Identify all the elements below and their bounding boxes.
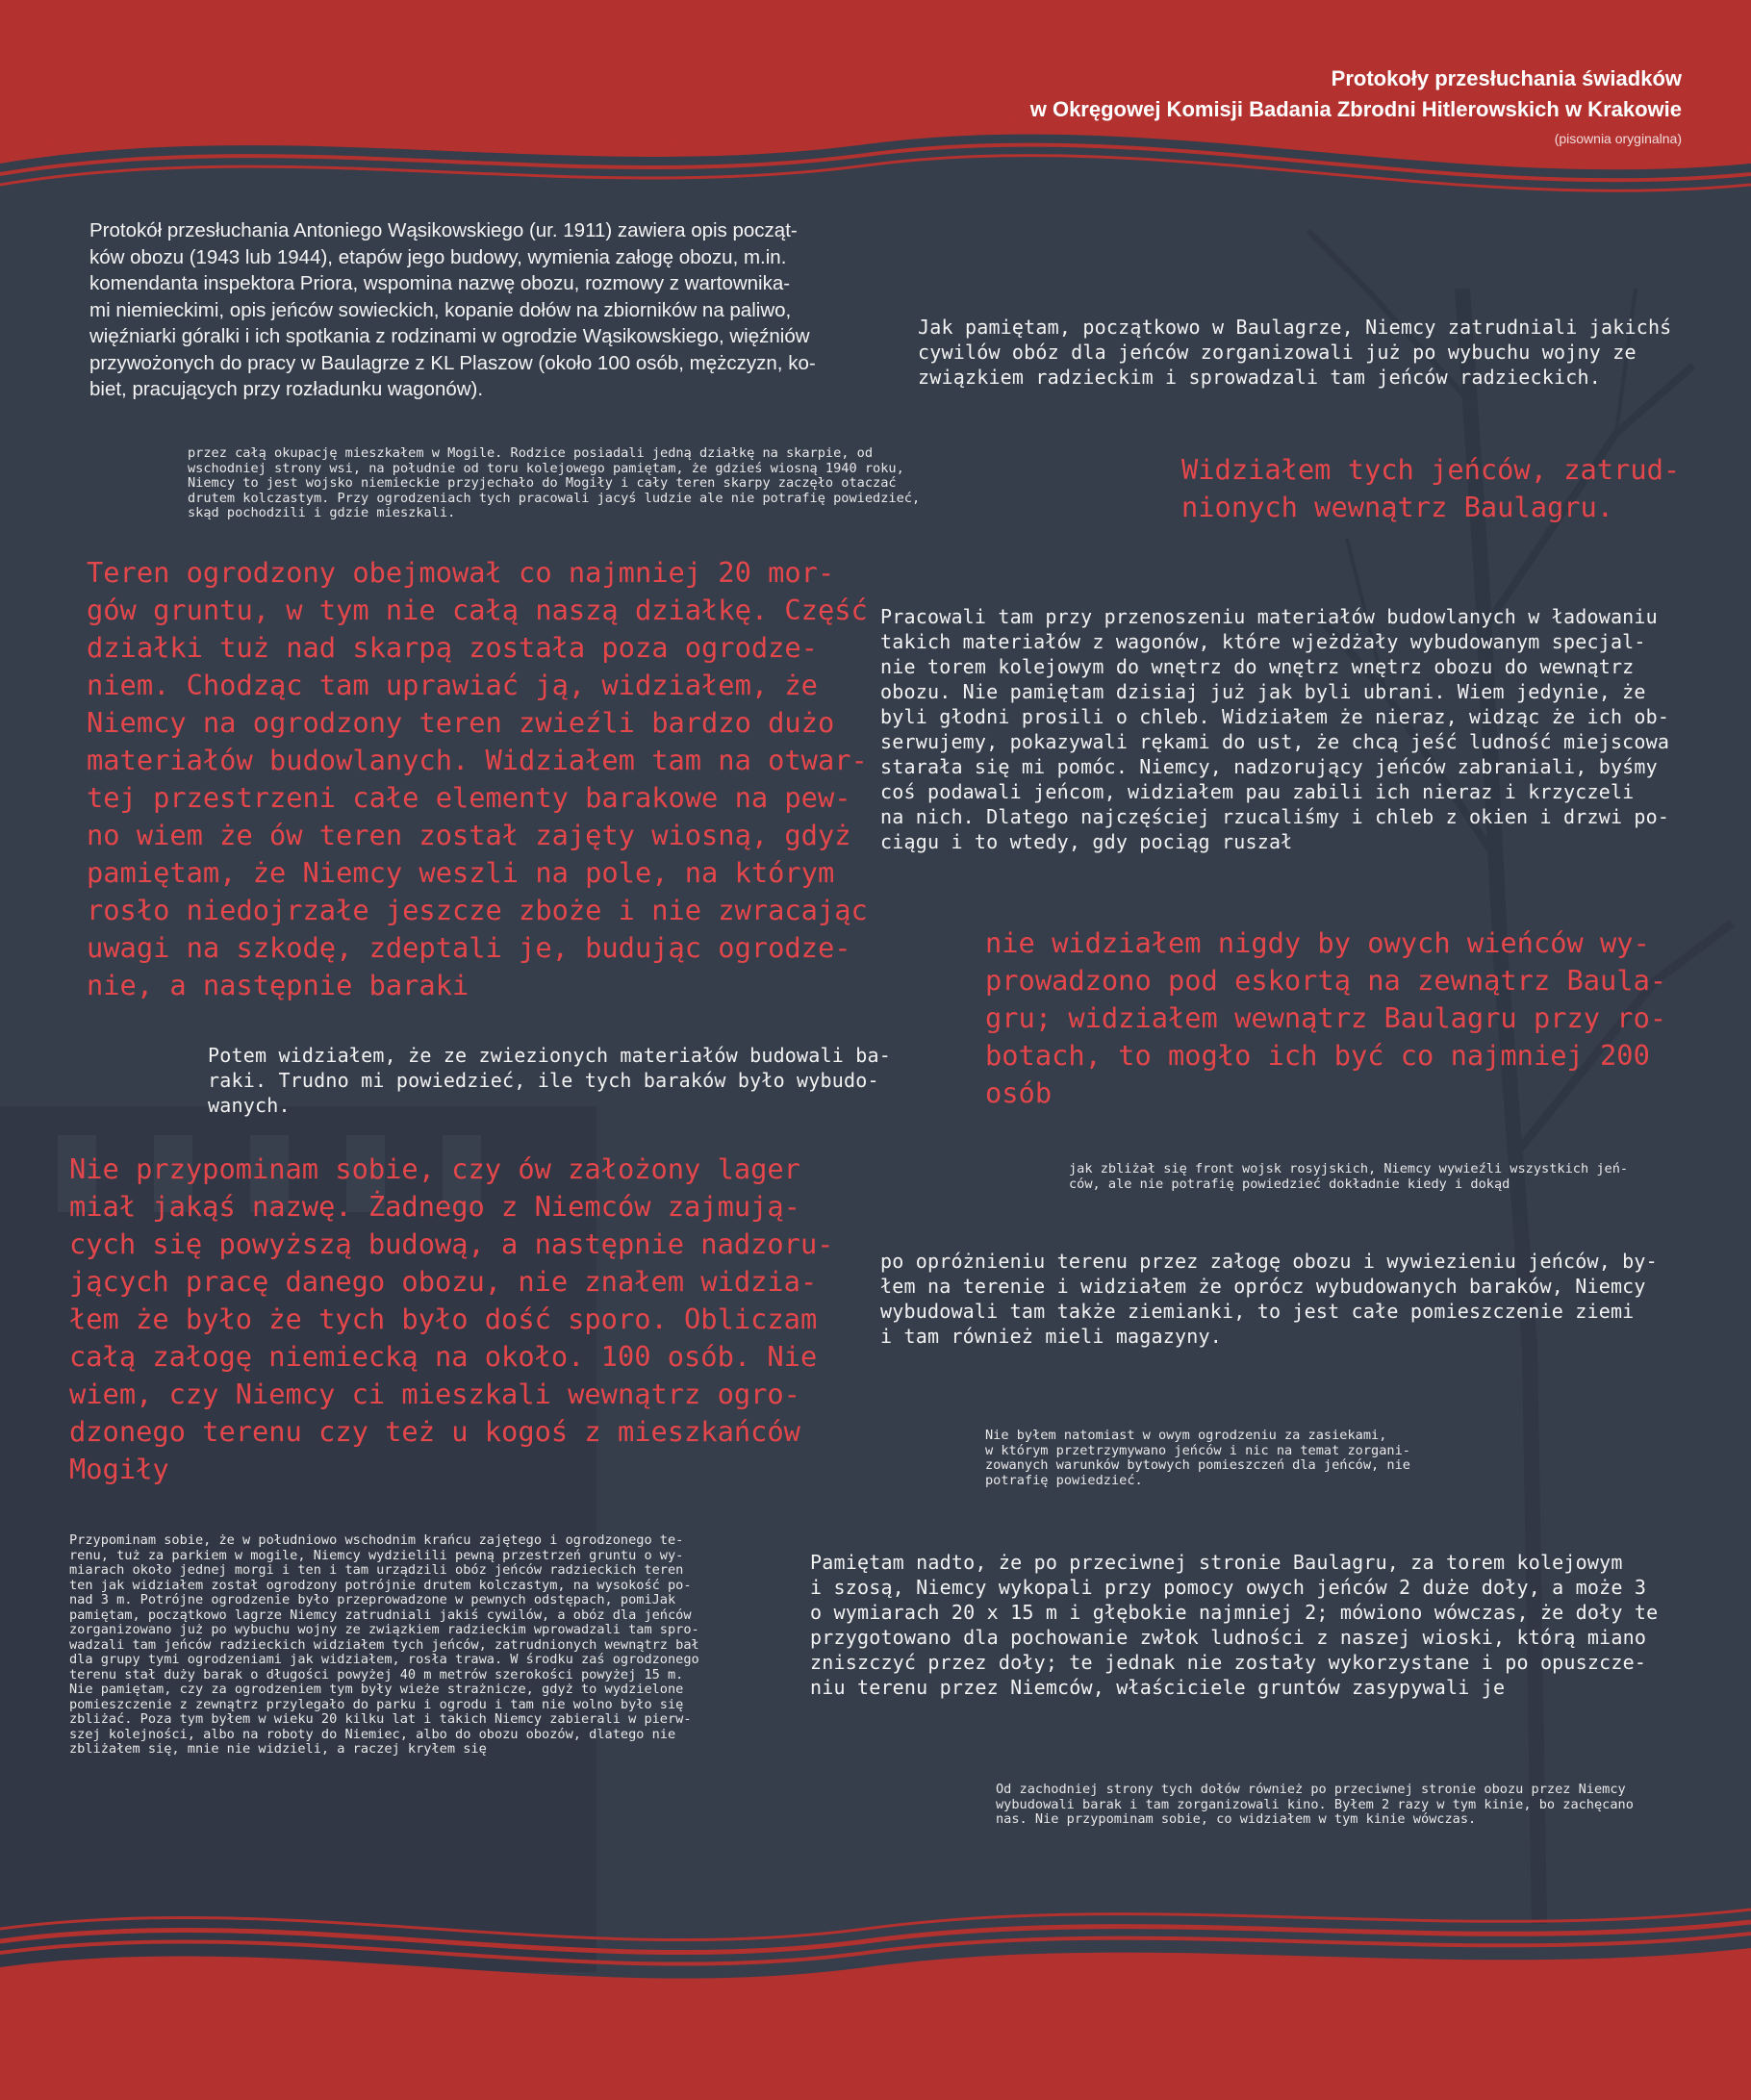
- testimony-quote-9: Nie przypominam sobie, czy ów założony lager miał jakąś nazwę. Żadnego z Niemców zajmują- cych się powyższą budową, a następnie nadzoru- jących pracę danego obozu, nie znałem widzia- łem że było że tych było dość sporo. Obliczam całą załogę niemiecką na około. 100 osób. Nie wiem, czy Niemcy ci mieszkali wewnątrz ogro- dzonego terenu czy też u kogoś z mieszkańców Mogiły: [69, 1152, 834, 1485]
- header-title-line1: Protokoły przesłuchania świadków: [1331, 66, 1682, 90]
- footer-band: [0, 1948, 1751, 2100]
- testimony-fragment-10: po opróżnieniu terenu przez załogę obozu i wywiezieniu jeńców, by- łem na terenie i widziałem że oprócz wybudowanych baraków, Niemcy wybudowali tam także ziemianki, to jest całe pomieszczenie ziemi i tam również mieli magazyny.: [880, 1250, 1658, 1348]
- testimony-fragment-14: Od zachodniej strony tych dołów również po przeciwnej stronie obozu przez Niemcy wybudowali barak i tam zorganizowali kino. Byłem 2 razy w tym kinie, bo zachęcano nas. Nie przypominam sobie, co widziałem w tym kinie wówczas.: [996, 1782, 1634, 1827]
- intro-paragraph: Protokół przesłuchania Antoniego Wąsikowskiego (ur. 1911) zawiera opis począt- ków obozu (1943 lub 1944), etapów jego budowy, wymienia załogę obozu, m.in. komendanta inspektora Priora, wspomina nazwę obozu, rozmowy z wartownika- mi niemieckimi, opis jeńców sowieckich, kopanie dołów na zbiorników na paliwo, więźniarki góralki i ich spotkania z rodzinami w ogrodzie Wąsikowskiego, więźniów przywożonych do pracy w Baulagrze z KL Plaszow (około 100 osób, mężczyzn, ko- biet, pracujących przy rozładunku wagonów).: [89, 219, 816, 400]
- testimony-fragment-1: Jak pamiętam, początkowo w Baulagrze, Niemcy zatrudniali jakichś cywilów obóz dla jeńców zorganizowali już po wybuchu wojny ze związkiem radzieckim i sprowadzali tam jeńców radzieckich.: [918, 316, 1672, 389]
- header-note: (pisownia oryginalna): [1554, 131, 1682, 146]
- testimony-fragment-7: Potem widziałem, że ze zwiezionych materiałów budowali ba- raki. Trudno mi powiedzieć, ile tych baraków było wybudo- wanych.: [208, 1044, 891, 1117]
- testimony-quote-3: Widziałem tych jeńców, zatrud- nionych wewnątrz Baulagru.: [1181, 453, 1681, 523]
- testimony-quote-4: Teren ogrodzony obejmował co najmniej 20 mor- gów gruntu, w tym nie całą naszą działkę. Część działki tuż nad skarpą została poza ogrodze- niem. Chodząc tam uprawiać ją, widziałem, że Niemcy na ogrodzony teren zwieźli bardzo dużo materiałów budowlanych. Widziałem tam na otwar- tej przestrzeni całe elementy barakowe na pew- no wiem że ów teren został zajęty wiosną, gdyż pamiętam, że Niemcy weszli na pole, na którym rosło niedojrzałe jeszcze zboże i nie zwracając uwagi na szkodę, zdeptali je, budując ogrodze- nie, a następnie baraki: [87, 556, 868, 1001]
- testimony-quote-6: nie widziałem nigdy by owych wieńców wy- prowadzono pod eskortą na zewnątrz Baula- gru; widziałem wewnątrz Baulagru przy ro- botach, to mogło ich być co najmniej 200 osób: [985, 926, 1667, 1109]
- testimony-fragment-5: Pracowali tam przy przenoszeniu materiałów budowlanych w ładowaniu takich materiałów z wagonów, które wjeżdżały wybudowanym specjal- nie torem kolejowym do wnętrz do wnętrz wnętrz obozu do wewnątrz obozu. Nie pamiętam dzisiaj już jak byli ubrani. Wiem jedynie, że byli głodni prosili o chleb. Widziałem że nieraz, widząc że ich ob- serwujemy, pokazywali rękami do ust, że chcą jeść ludność miejscowa starała się mi pomóc. Niemcy, nadzorujący jeńców zabraniali, byśmy coś podawali jeńcom, widziałem pau zabili ich nieraz i krzyczeli na nich. Dlatego najczęściej rzucaliśmy i chleb z okien i drzwi po- ciągu i to wtedy, gdy pociąg ruszał: [880, 605, 1670, 853]
- header: [1030, 63, 1682, 146]
- testimony-fragment-12: Przypominam sobie, że w południowo wschodnim krańcu zajętego i ogrodzonego te- renu, tuż za parkiem w mogile, Niemcy wydzielili pewną przestrzeń gruntu o wy- miarach około jednej morgi i ten i tam urządzili obóz jeńców radzieckich teren ten jak widziałem został ogrodzony potrójnie drutem kolczastym, na wysokość po- nad 3 m. Potrójne ogrodzenie było przeprowadzone w pewnych odstępach, pomiJak pamiętam, początkowo lagrze Niemcy zatrudniali jakiś cywilów, a obóz dla jeńców zorganizowano już po wybuchu wojny ze związkiem radzieckim wprowadzali tam spro- wadzali tam jeńców radzieckich widziałem tych jeńców, zatrudnionych wewnątrz bał dla grupy tymi ogrodzeniami jak widziałem, rosła trawa. W środku zaś ogrodzonego terenu stał duży barak o długości powyżej 40 m metrów szerokości powyżej 15 m. Nie pamiętam, czy za ogrodzeniem tym były wieże strażnicze, gdyż to wydzielone pomieszczenie z zewnątrz przylegało do parku i ogrodu i tam nie wolno było się zbliżać. Poza tym byłem w wieku 20 kilku lat i takich Niemcy zabierali w pierw- szej kolejności, albo na roboty do Niemiec, albo do obozu obozów, dlatego nie zbliżałem się, mnie nie widzieli, a raczej kryłem się: [69, 1532, 699, 1757]
- testimony-fragment-11: Nie byłem natomiast w owym ogrodzeniu za zasiekami, w którym przetrzymywano jeńców i nic na temat zorgani- zowanych warunków bytowych pomieszczeń dla jeńców, nie potrafię powiedzieć.: [985, 1428, 1410, 1488]
- testimony-fragment-8: jak zbliżał się front wojsk rosyjskich, Niemcy wywieźli wszystkich jeń- ców, ale nie potrafię powiedzieć dokładnie kiedy i dokąd: [1069, 1161, 1629, 1192]
- header-title-line2: w Okręgowej Komisji Badania Zbrodni Hitlerowskich w Krakowie: [1029, 97, 1682, 121]
- testimony-fragment-13: Pamiętam nadto, że po przeciwnej stronie Baulagru, za torem kolejowym i szosą, Niemcy wykopali przy pomocy owych jeńców 2 duże doły, a może 3 o wymiarach 20 x 15 m i głębokie najmniej 2; mówiono wówczas, że doły te przygotowano dla pochowanie zwłok ludności z naszej wioski, którą miano zniszczyć przez doły; te jednak nie zostały wykorzystane i po opuszcze- niu terenu przez Niemców, właściciele gruntów zasypywali je: [810, 1551, 1659, 1699]
- testimony-fragment-2: przez całą okupację mieszkałem w Mogile. Rodzice posiadali jedną działkę na skarpie, od wschodniej strony wsi, na południe od toru kolejowego pamiętam, że gdzieś wiosną 1940 roku, Niemcy to jest wojsko niemieckie przyjechało do Mogiły i cały teren skarpy zaczęło otaczać drutem kolczastym. Przy ogrodzeniach tych pracowali jacyś ludzie ale nie potrafię powiedzieć, skąd pochodzili i gdzie mieszkali.: [188, 445, 921, 520]
